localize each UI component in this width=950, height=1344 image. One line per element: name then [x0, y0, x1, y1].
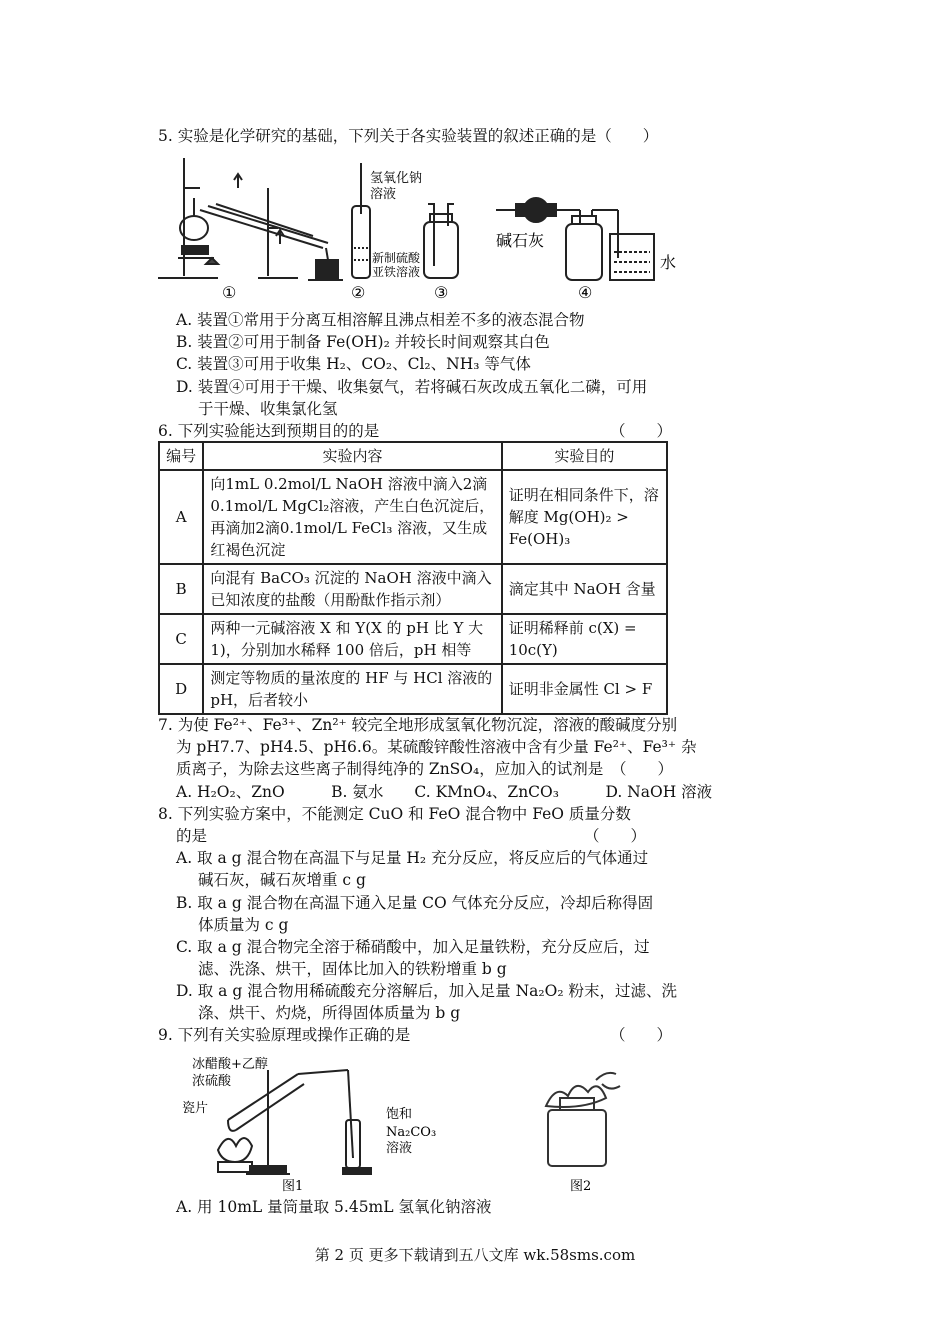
- header-id: 编号: [159, 442, 203, 470]
- header-content: 实验内容: [203, 442, 501, 470]
- q7-stem-2: 为 pH7.7、pH4.5、pH6.6。某硫酸锌酸性溶液中含有少量 Fe²⁺、Fe³⁺ 杂: [176, 738, 697, 756]
- row-id: D: [159, 664, 203, 714]
- row-id: B: [159, 564, 203, 614]
- q8-answer-paren: （ ）: [583, 827, 646, 845]
- label-1: ①: [222, 283, 237, 302]
- row-id: A: [159, 470, 203, 564]
- q7-options: A. H₂O₂、ZnO B. 氨水 C. KMnO₄、ZnCO₃ D. NaOH 溶液: [176, 783, 713, 801]
- test-tube-apparatus: [352, 163, 370, 278]
- q9-figure-2: [498, 1050, 668, 1196]
- q8-option-c-cont: 滤、洗涤、烘干，固体比加入的铁粉增重 b g: [198, 960, 507, 978]
- q9-answer-paren: （ ）: [609, 1026, 672, 1044]
- q8-option-b-cont: 体质量为 c g: [198, 916, 289, 934]
- header-goal: 实验目的: [502, 442, 667, 470]
- fig2-caption: 图2: [570, 1179, 592, 1194]
- label-2: ②: [351, 283, 366, 302]
- esterification-apparatus: [218, 1070, 371, 1174]
- table-row: [159, 470, 667, 564]
- q9-stem-text: 9. 下列有关实验原理或操作正确的是: [158, 1026, 411, 1044]
- q5-option-d: D. 装置④可用于干燥、收集氨气，若将碱石灰改成五氧化二磷，可用: [176, 378, 648, 396]
- row-id: C: [159, 614, 203, 664]
- q9-stem: [158, 1024, 672, 1046]
- naoh-label: 氢氧化钠: [370, 171, 423, 186]
- fe-label-2: 亚铁溶液: [372, 265, 421, 279]
- row-content: 测定等物质的量浓度的 HF 与 HCl 溶液的pH，后者较小: [203, 664, 501, 714]
- q8-option-b: B. 取 a g 混合物在高温下通入足量 CO 气体充分反应，冷却后称得固: [176, 894, 654, 912]
- q5-option-b: B. 装置②可用于制备 Fe(OH)₂ 并较长时间观察其白色: [176, 333, 550, 351]
- q5-option-c: C. 装置③可用于收集 H₂、CO₂、Cl₂、NH₃ 等气体: [176, 355, 531, 373]
- table-header-row: [159, 442, 667, 470]
- fig1-label-chips: 瓷片: [182, 1101, 209, 1116]
- q8-option-a-cont: 碱石灰，碱石灰增重 c g: [198, 871, 366, 889]
- row-goal: 证明稀释前 c(X) = 10c(Y): [502, 614, 667, 664]
- q8-stem-1: 8. 下列实验方案中，不能测定 CuO 和 FeO 混合物中 FeO 质量分数: [158, 805, 631, 823]
- water-label: 水: [660, 253, 677, 272]
- fe-label: 新制硫酸: [372, 251, 421, 265]
- q8-option-d-cont: 涤、烘干、灼烧，所得固体质量为 b g: [198, 1004, 461, 1022]
- fig1-caption: 图1: [282, 1179, 304, 1194]
- q6-stem: [158, 420, 672, 442]
- q6-stem-text: 6. 下列实验能达到预期目的的是: [158, 422, 380, 440]
- q8-option-a: A. 取 a g 混合物在高温下与足量 H₂ 充分反应，将反应后的气体通过: [176, 849, 649, 867]
- naoh-label-2: 溶液: [370, 187, 397, 202]
- fig1-label-solution: 溶液: [386, 1141, 413, 1156]
- q8-option-c: C. 取 a g 混合物完全溶于稀硝酸中，加入足量铁粉，充分反应后，过: [176, 938, 650, 956]
- row-content: 向混有 BaCO₃ 沉淀的 NaOH 溶液中滴入已知浓度的盐酸（用酚酞作指示剂）: [203, 564, 501, 614]
- q6-experiment-table: [158, 441, 668, 715]
- fig1-label-reagents: 冰醋酸+乙醇: [192, 1057, 268, 1072]
- row-goal: 证明在相同条件下，溶解度 Mg(OH)₂ > Fe(OH)₃: [502, 470, 667, 564]
- row-content: 向1mL 0.2mol/L NaOH 溶液中滴入2滴0.1mol/L MgCl₂溶液，产生白色沉淀后，再滴加2滴0.1mol/L FeCl₃ 溶液，又生成红褐色沉淀: [203, 470, 501, 564]
- q5-apparatus-figure: [148, 148, 688, 306]
- q7-stem-3: 质离子，为除去这些离子制得纯净的 ZnSO₄，应加入的试剂是 （ ）: [176, 760, 673, 778]
- row-goal: 滴定其中 NaOH 含量: [502, 564, 667, 614]
- q6-answer-paren: （ ）: [609, 422, 672, 440]
- label-3: ③: [434, 283, 449, 302]
- page-footer: 第 2 页 更多下载请到五八文库 wk.58sms.com: [314, 1246, 636, 1264]
- q8-option-d: D. 取 a g 混合物用稀硫酸充分溶解后，加入足量 Na₂O₂ 粉末，过滤、洗: [176, 982, 677, 1000]
- table-row: [159, 564, 667, 614]
- fig1-label-saturated: 饱和: [386, 1107, 413, 1122]
- distillation-apparatus: [158, 158, 343, 280]
- q5-option-a: A. 装置①常用于分离互相溶解且沸点相差不多的液态混合物: [176, 311, 585, 329]
- row-content: 两种一元碱溶液 X 和 Y(X 的 pH 比 Y 大1)，分别加水稀释 100 倍后，pH 相等: [203, 614, 501, 664]
- q9-figure-1: [178, 1050, 448, 1196]
- q8-stem-2-text: 的是: [176, 827, 208, 845]
- row-goal: 证明非金属性 Cl > F: [502, 664, 667, 714]
- table-row: [159, 614, 667, 664]
- label-4: ④: [578, 283, 593, 302]
- q7-stem-1: 7. 为使 Fe²⁺、Fe³⁺、Zn²⁺ 较完全地形成氢氧化物沉淀，溶液的酸碱度分别: [158, 716, 678, 734]
- fig1-label-acid: 浓硫酸: [192, 1074, 232, 1089]
- table-row: [159, 664, 667, 714]
- fig1-label-na2co3: Na₂CO₃: [386, 1125, 437, 1140]
- q9-option-a: A. 用 10mL 量筒量取 5.45mL 氢氧化钠溶液: [176, 1198, 492, 1216]
- gas-bottle-3: [424, 204, 458, 278]
- bottle-icon: [546, 1073, 620, 1166]
- q5-option-d-cont: 于干燥、收集氯化氢: [198, 400, 338, 418]
- q8-stem-2: [176, 825, 646, 847]
- soda-lime-label: 碱石灰: [496, 231, 545, 250]
- q5-stem: 5. 实验是化学研究的基础，下列关于各实验装置的叙述正确的是（ ）: [158, 127, 659, 145]
